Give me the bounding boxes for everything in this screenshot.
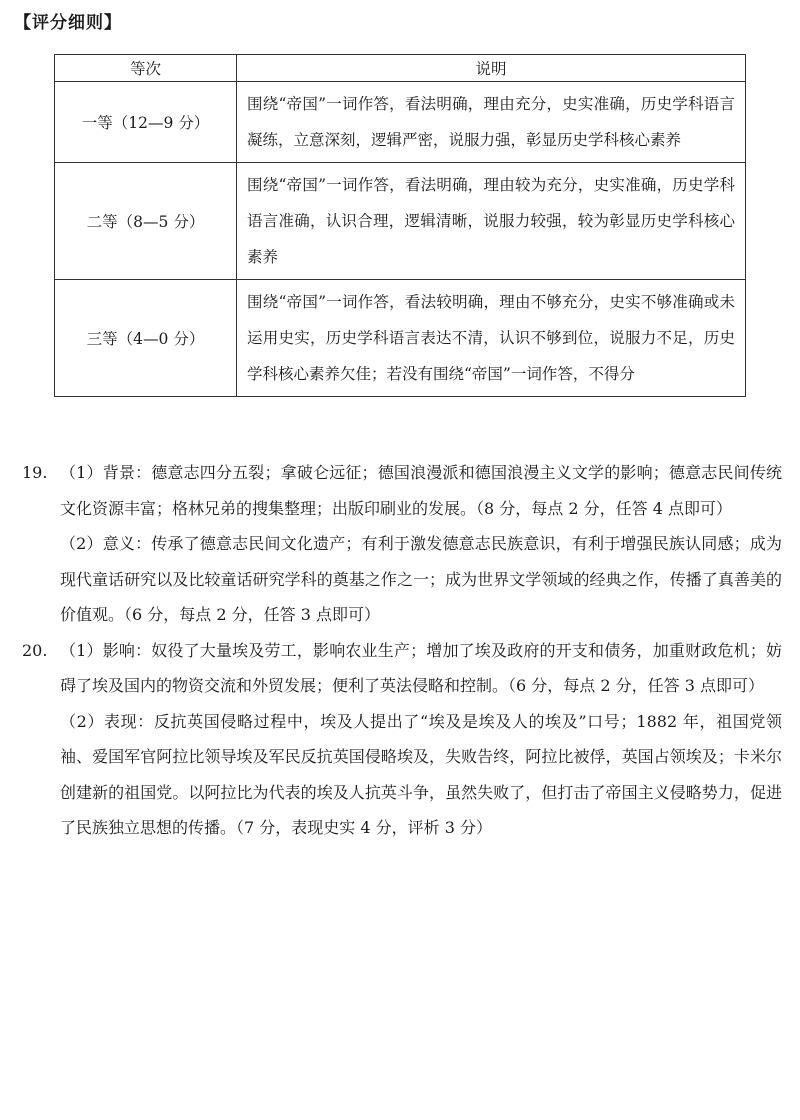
grading-table	[54, 54, 746, 397]
column-header-level: 等次	[55, 55, 237, 82]
grade-level: 二等（8—5 分）	[55, 163, 237, 280]
answer-part-2: （2）表现：反抗英国侵略过程中，埃及人提出了“埃及是埃及人的埃及”口号；1882 年，祖国党领袖、爱国军官阿拉比领导埃及军民反抗英国侵略埃及，失败告终，阿拉比被俘，英国占领埃及；卡米尔创建新的祖国党。以阿拉比为代表的埃及人抗英斗争，虽然失败了，但打击了帝国主义侵略势力，促进了民族独立思想的传播。（7 分，表现史实 4 分，评析 3 分）	[60, 711, 782, 837]
grade-level: 一等（12—9 分）	[55, 82, 237, 163]
answer-part-1: （1）影响：奴役了大量埃及劳工，影响农业生产；增加了埃及政府的开支和债务，加重财政危机；妨碍了埃及国内的物资交流和外贸发展；便利了英法侵略和控制。（6 分，每点 2 分，任答 3 点即可）	[60, 640, 782, 695]
table-row	[55, 82, 746, 163]
question-20	[22, 633, 782, 846]
grade-description: 围绕“帝国”一词作答，看法较明确，理由不够充分，史实不够准确或未运用史实，历史学科语言表达不清，认识不够到位，说服力不足，历史学科核心素养欠佳；若没有围绕“帝国”一词作答，不得分	[237, 280, 746, 397]
table-header-row	[55, 55, 746, 82]
question-number: 20.	[22, 640, 48, 660]
table-row	[55, 280, 746, 397]
grade-description: 围绕“帝国”一词作答，看法明确，理由充分，史实准确，历史学科语言凝练，立意深刻，逻辑严密，说服力强，彰显历史学科核心素养	[237, 82, 746, 163]
table-row	[55, 163, 746, 280]
answer-section	[22, 455, 782, 846]
grade-level: 三等（4—0 分）	[55, 280, 237, 397]
question-19	[22, 455, 782, 633]
answer-part-2: （2）意义：传承了德意志民间文化遗产；有利于激发德意志民族意识，有利于增强民族认同感；成为现代童话研究以及比较童话研究学科的奠基之作之一；成为世界文学领域的经典之作，传播了真善美的价值观。（6 分，每点 2 分，任答 3 点即可）	[60, 534, 782, 624]
grade-description: 围绕“帝国”一词作答，看法明确，理由较为充分，史实准确，历史学科语言准确，认识合理，逻辑清晰，说服力较强，较为彰显历史学科核心素养	[237, 163, 746, 280]
question-number: 19.	[22, 463, 48, 482]
answer-part-1: （1）背景：德意志四分五裂；拿破仑远征；德国浪漫派和德国浪漫主义文学的影响；德意志民间传统文化资源丰富；格林兄弟的搜集整理；出版印刷业的发展。（8 分，每点 2 分，任答 4 点即可）	[60, 463, 782, 518]
column-header-description: 说明	[237, 55, 746, 82]
section-title: 【评分细则】	[14, 13, 122, 33]
